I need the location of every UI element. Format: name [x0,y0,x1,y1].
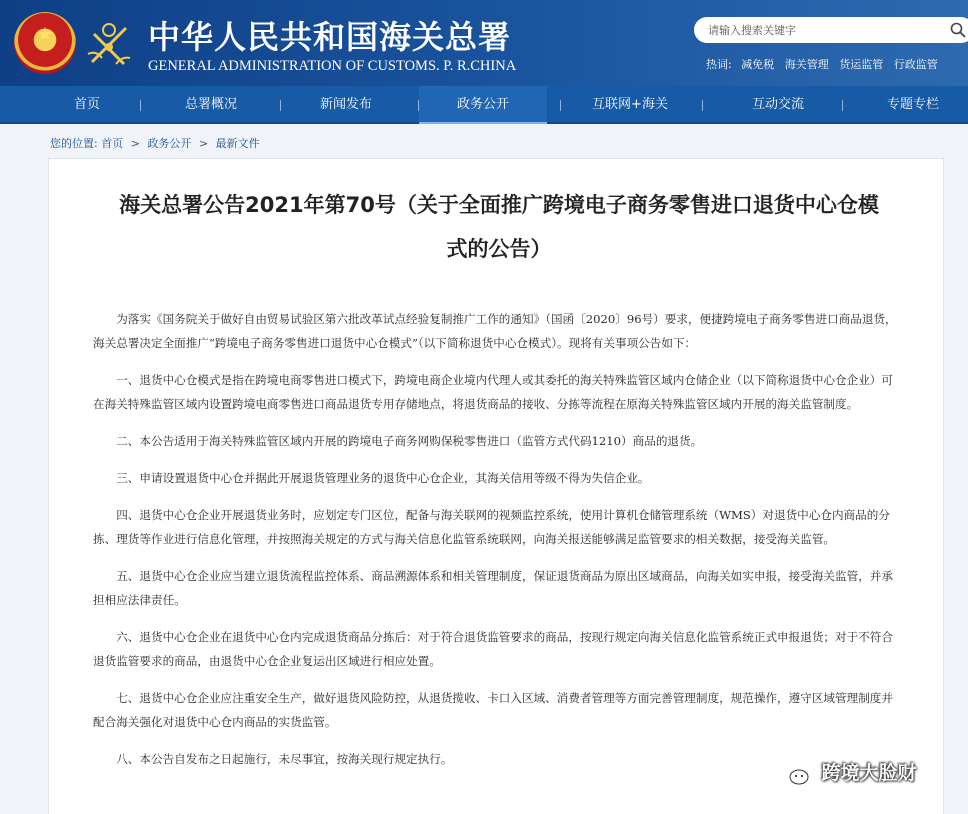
site-title[interactable]: 中华人民共和国海关总署 [148,18,512,56]
breadcrumb [50,135,260,151]
hot-words [706,56,945,72]
article-paragraph: 四、退货中心仓企业开展退货业务时，应划定专门区位，配备与海关联网的视频监控系统，使用计算机仓储管理系统（WMS）对退货中心仓内商品的分拣、理货等作业进行信息化管理，并按照海关规定的方式与海关信息化监管系统联网，向海关报送能够满足监管要求的相关数据，接受海关监管。 [93,508,890,546]
article-paragraph: 六、退货中心仓企业在退货中心仓内完成退货商品分拣后：对于符合退货监管要求的商品，按现行规定向海关信息化监管系统正式申报退货；对于不符合退货监管要求的商品，由退货中心仓企业复运出区域进行相应处置。 [93,630,893,668]
breadcrumb-home[interactable]: 首页 [101,137,124,150]
article-paragraph: 为落实《国务院关于做好自由贸易试验区第六批改革试点经验复制推广工作的通知》（国函〔2020〕96号）要求，便捷跨境电子商务零售进口商品退货，海关总署决定全面推广“跨境电子商务零售进口退货中心仓模式”（以下简称退货中心仓模式）。现将有关事项公告如下： [93,312,897,350]
nav-divider [560,100,561,111]
nav-divider [842,100,843,111]
nav-divider [280,100,281,111]
breadcrumb-label: 您的位置: [50,137,98,150]
article-title-line: 式的公告） [446,237,552,261]
nav-item-internet-customs[interactable]: 互联网+海关 [592,97,668,112]
hot-word-link[interactable]: 海关管理 [784,58,829,71]
article-title-line: 海关总署公告2021年第70号（关于全面推广跨境电子商务零售进口退货中心仓模 [119,193,879,217]
article-paragraph: 七、退货中心仓企业应注重安全生产，做好退货风险防控，从退货揽收、卡口入区域、消费者管理等方面完善管理制度，规范操作，遵守区域管理制度并配合海关强化对退货中心仓内商品的实货监管。 [93,691,893,729]
breadcrumb-latest-documents[interactable]: 最新文件 [215,137,260,150]
watermark [775,758,917,788]
site-header [0,0,968,86]
search-input[interactable] [708,20,938,40]
article-paragraph: 三、申请设置退货中心仓并据此开展退货管理业务的退货中心仓企业，其海关信用等级不得为失信企业。 [116,471,650,485]
hot-word-link[interactable]: 行政监管 [893,58,938,71]
nav-item-home[interactable]: 首页 [73,97,100,112]
main-nav [0,86,968,124]
hot-words-label: 热词: [706,58,732,71]
article-paragraph: 五、退货中心仓企业应当建立退货流程监控体系、商品溯源体系和相关管理制度，保证退货商品为原出区域商品，向海关如实申报，接受海关监管，并承担相应法律责任。 [93,569,893,607]
hot-word-link[interactable]: 货运监管 [839,58,884,71]
breadcrumb-separator: > [198,137,209,150]
nav-item-government-affairs[interactable]: 政务公开 [419,86,547,124]
watermark-text: 跨境大脸财 [821,762,917,784]
article-body [93,307,903,784]
site-subtitle: GENERAL ADMINISTRATION OF CUSTOMS. P. R.CHINA [148,58,517,74]
nav-item-overview[interactable]: 总署概况 [184,97,237,112]
nav-item-interaction[interactable]: 互动交流 [751,97,804,112]
article-panel [48,158,944,814]
article-paragraph: 一、退货中心仓模式是指在跨境电商零售进口模式下，跨境电商企业境内代理人或其委托的海关特殊监管区域内仓储企业（以下简称退货中心仓企业）可在海关特殊监管区域内设置跨境电商零售进口商品退货专用存储地点，将退货商品的接收、分拣等流程在原海关特殊监管区域内开展的海关监管制度。 [93,373,893,411]
customs-emblem-icon[interactable] [82,18,136,72]
wechat-icon [775,761,811,787]
national-emblem-icon[interactable]: ★ [14,12,76,74]
article-paragraph: 八、本公告自发布之日起施行，未尽事宜，按海关现行规定执行。 [116,752,453,766]
article-title [89,183,909,271]
nav-item-news[interactable]: 新闻发布 [319,97,372,112]
article-paragraph: 二、本公告适用于海关特殊监管区域内开展的跨境电子商务网购保税零售进口（监管方式代码1210）商品的退货。 [116,434,703,448]
breadcrumb-government-affairs[interactable]: 政务公开 [147,137,192,150]
nav-item-special-topics[interactable]: 专题专栏 [886,97,939,112]
breadcrumb-separator: > [130,137,140,150]
search-box [694,17,968,43]
nav-divider [140,100,141,111]
search-icon[interactable] [950,22,966,38]
hot-word-link[interactable]: 减免税 [741,58,775,71]
nav-divider [702,100,703,111]
